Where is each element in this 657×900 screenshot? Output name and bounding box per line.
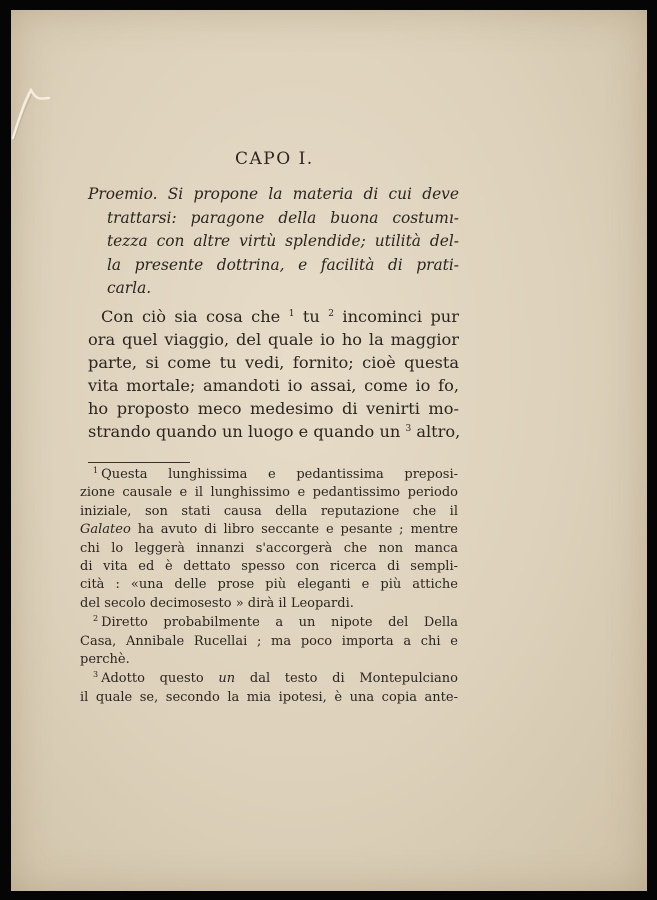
chapter-summary — [88, 183, 459, 301]
summary-line: la presente dottrina, e facilità di prati- — [107, 255, 459, 274]
footnote-line: di vita ed è dettato spesso con ricerca di sempli- — [80, 559, 458, 575]
chapter-title: CAPO I. — [235, 149, 314, 169]
text-line: vita mortale; amandoti io assai, come io fo, — [88, 376, 459, 395]
footnote-number: 2 — [93, 614, 99, 624]
summary-line: Proemio. Si propone la materia di cui deve — [88, 185, 459, 203]
footnote-line: iniziale, son stati causa della reputazione che il — [80, 503, 458, 519]
text-line: Con ciò sia cosa che $^1$ tu $^2$ incominci pur — [101, 307, 459, 326]
footnote-ref-2: 2 — [328, 309, 334, 319]
footnote-divider — [88, 462, 190, 463]
text-line: strando quando un luogo e quando un $^3$ altro, — [88, 422, 461, 441]
summary-line: carla. — [107, 279, 152, 297]
footnotes — [80, 466, 458, 708]
book-page — [11, 10, 647, 891]
footnote-3: $^3$ Adotto questo un dal testo di Montepulciano il quale se, secondo la mia ipotesi, è una copia ante- — [80, 670, 458, 707]
text-line: ora quel viaggio, del quale io ho la maggior — [88, 330, 459, 349]
footnote-line: zione causale e il lunghissimo e pedantissimo periodo — [80, 485, 458, 501]
summary-line: tezza con altre virtù splendide; utilità del- — [107, 232, 459, 250]
footnote-line: Galateo ha avuto di libro seccante e pesante ; mentre — [80, 522, 458, 538]
footnote-ref-3: 3 — [405, 424, 412, 434]
main-text — [88, 305, 459, 443]
footnote-2: $^2$ Diretto probabilmente a un nipote del Della Casa, Annibale Rucellai ; ma poco importa a chi e perchè. — [80, 614, 458, 669]
summary-line: trattarsi: paragone della buona costumı- — [107, 208, 459, 227]
footnote-line: il quale se, secondo la mia ipotesi, è una copia ante- — [80, 689, 458, 705]
text-line: ho proposto meco medesimo di venirti mo- — [88, 399, 459, 418]
footnote-line: cità : «una delle prose più eleganti e più attiche — [80, 577, 458, 593]
footnote-number: 1 — [93, 466, 99, 475]
footnote-number: 3 — [93, 670, 99, 680]
footnote-line: Casa, Annibale Rucellai ; ma poco importa a chi e — [80, 633, 458, 649]
footnote-1: $^1$ Questa lunghissima e pedantissima preposi- zione causale e il lunghissimo e pedantissimo periodo iniziale, son stati causa della reputazione che il Galateo ha avuto di libro seccante e pesante ; mentre chi lo leggerà innanzi s'accorgerà che non manca di vita ed è dettato spesso con ricerca di sempli- cità : «una delle prose più eleganti e più attiche del secolo decimosesto » dirà il Leopardi. — [80, 466, 458, 613]
text-line: parte, si come tu vedi, fornito; cioè questa — [88, 353, 459, 372]
footnote-line: chi lo leggerà innanzi s'accorgerà che non manca — [80, 540, 458, 556]
footnote-line: del secolo decimosesto » dirà il Leopardi. — [80, 595, 354, 611]
footnote-line: perchè. — [80, 652, 130, 668]
footnote-ref-1: 1 — [288, 309, 295, 319]
page-crease-mark — [11, 78, 51, 148]
